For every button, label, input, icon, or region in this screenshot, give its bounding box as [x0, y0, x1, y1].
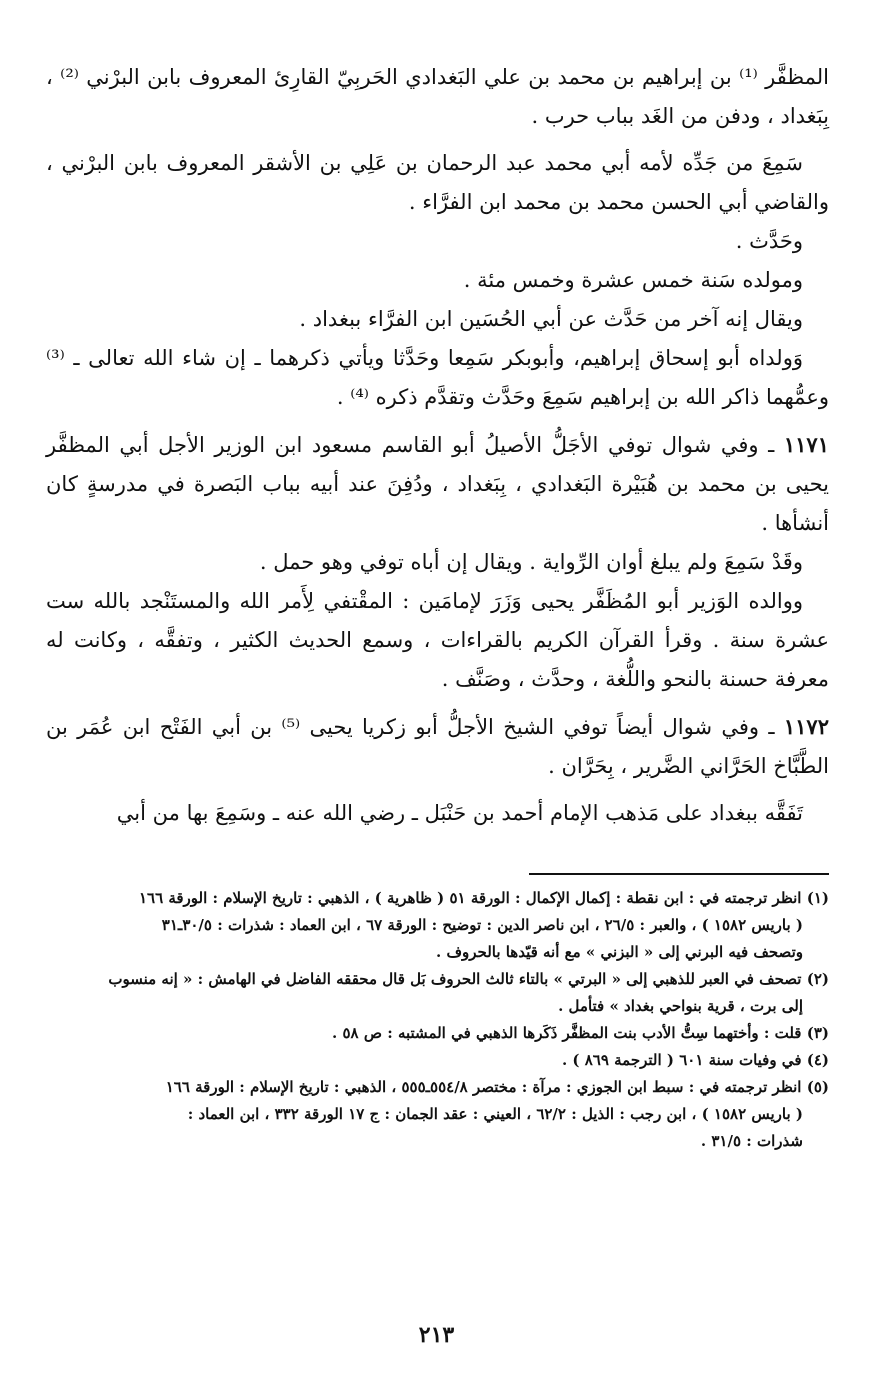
paragraph: [46, 222, 829, 261]
footnote-line: ( باريس ١٥٨٢ ) ، والعبر : ٢٦/٥ ، ابن ناصر الدين : توضيح : الورقة ٦٧ ، ابن العماد : شذرات : ٣٠/٥ـ٣١: [161, 916, 803, 934]
entry-number: ١١٧١: [783, 432, 829, 457]
paragraph: [46, 261, 829, 300]
footnote-divider: [529, 873, 829, 875]
footnote: [46, 885, 829, 966]
paragraph: [46, 144, 829, 222]
footnote-line: انظر ترجمته في : سبط ابن الجوزي : مرآة : مختصر ٥٥٤/٨ـ٥٥٥ ، الذهبي : تاريخ الإسلام : الورقة ١٦٦: [165, 1078, 802, 1096]
footnote: [46, 1047, 829, 1074]
paragraph-text: ووالده الوَزير أبو المُظَفَّر يحيى وَزَرَ لإمامَين : المقْتفي لِأَمر الله والمستَنْجد بالله ست عشرة سنة . وقرأ القرآن الكريم بالقراءات ، وسمع الحديث الكثير ، وتفقَّه ، وكانت له معرفة حسنة بالنحو واللُّغة ، وحدَّث ، وصَنَّف .: [46, 589, 829, 691]
paragraph-text: ويقال إنه آخر من حَدَّث عن أبي الحُسَين ابن الفرَّاء ببغداد .: [299, 307, 803, 331]
footnote-marker: (٢): [806, 970, 829, 988]
paragraph-text: ـ وفي شوال توفي الأجَلُّ الأصيلُ أبو القاسم مسعود ابن الوزير الأجل أبي المظفَّر يحيى بن محمد بن هُبَيْرة البَغدادي ، بِبَغداد ، ودُفِنَ عند أبيه بباب البَصرة في مدرسةٍ كان أنشأها .: [46, 433, 829, 535]
footnote-line: وتصحف فيه البرني إلى « البزني » مع أنه قيّدها بالحروف .: [436, 943, 803, 961]
paragraph-text: المظفَّر ⁽¹⁾ بن إبراهيم بن محمد بن علي البَغدادي الحَربِيّ القارِئ المعروف بابن البرْني ⁽²⁾ ، بِبَغداد ، ودفن من الغَد بباب حرب .: [46, 65, 829, 128]
footnote-line: ( باريس ١٥٨٢ ) ، ابن رجب : الذيل : ٦٢/٢ ، العيني : عقد الجمان : ج ١٧ الورقة ٣٣٢ ، ابن العماد :: [187, 1105, 803, 1123]
footnote-marker: (٣): [806, 1024, 829, 1042]
paragraph-text: ـ وفي شوال أيضاً توفي الشيخ الأجلُّ أبو زكريا يحيى ⁽⁵⁾ بن أبي الفَتْح ابن عُمَر بن الطَّبَّاخ الحَرَّاني الضَّرير ، بِحَرَّان .: [46, 715, 829, 778]
paragraph: [46, 582, 829, 699]
paragraph-text: تَفَقَّه ببغداد على مَذهب الإمام أحمد بن حَنْبَل ـ رضي الله عنه ـ وسَمِعَ بها من أبي: [116, 801, 803, 825]
footnote-marker: (٥): [806, 1078, 829, 1096]
footnote-line: انظر ترجمته في : ابن نقطة : إكمال الإكمال : الورقة ٥١ ( ظاهرية ) ، الذهبي : تاريخ الإسلام : الورقة ١٦٦: [138, 889, 802, 907]
paragraph: [46, 58, 829, 136]
paragraph: [46, 543, 829, 582]
page-number: ٢١٣: [418, 1322, 455, 1348]
entry-number: ١١٧٢: [783, 714, 829, 739]
paragraph-text: وَولداه أبو إسحاق إبراهيم، وأبوبكر سَمِعا وحَدَّثا ويأتي ذكرهما ـ إن شاء الله تعالى ـ ⁽³⁾ وعمُّهما ذاكر الله بن إبراهيم سَمِعَ وحَدَّث وتقدَّم ذكره ⁽⁴⁾ .: [46, 346, 829, 409]
footnote-line: شذرات : ٣١/٥ .: [700, 1132, 803, 1150]
paragraph-text: وحَدَّث .: [735, 229, 803, 253]
footnote-line: تصحف في العبر للذهبي إلى « البرتي » بالتاء ثالث الحروف بَل قال محققه الفاضل في الهامش : « إنه منسوب: [108, 970, 802, 988]
footnote-line: قلت : وأختهما سِتُّ الأدب بنت المظفَّر ذَكَرها الذهبي في المشتبه : ص ٥٨ .: [332, 1024, 802, 1042]
footnote-marker: (٤): [806, 1051, 829, 1069]
footnote: [46, 966, 829, 1020]
paragraph: [46, 339, 829, 417]
footnote-marker: (١): [806, 889, 829, 907]
footnotes: [46, 885, 829, 1155]
paragraph-text: سَمِعَ من جَدِّه لأمه أبي محمد عبد الرحمان بن عَلِي بن الأشقر المعروف بابن البرْني ، والقاضي أبي الحسن محمد بن محمد ابن الفرَّاء .: [46, 151, 829, 214]
paragraph-text: ومولده سَنة خمس عشرة وخمس مئة .: [463, 268, 803, 292]
main-text: [46, 58, 829, 833]
footnote: [46, 1020, 829, 1047]
paragraph-text: وقَدْ سَمِعَ ولم يبلغ أوان الرِّواية . ويقال إن أباه توفي وهو حمل .: [259, 550, 803, 574]
paragraph: [46, 794, 829, 833]
footnote-line: إلى برت ، قرية بنواحي بغداد » فتأمل .: [558, 997, 803, 1015]
entry-paragraph: [46, 707, 829, 786]
entry-paragraph: [46, 425, 829, 543]
footnote: [46, 1074, 829, 1155]
footnote-line: في وفيات سنة ٦٠١ ( الترجمة ٨٦٩ ) .: [561, 1051, 802, 1069]
paragraph: [46, 300, 829, 339]
